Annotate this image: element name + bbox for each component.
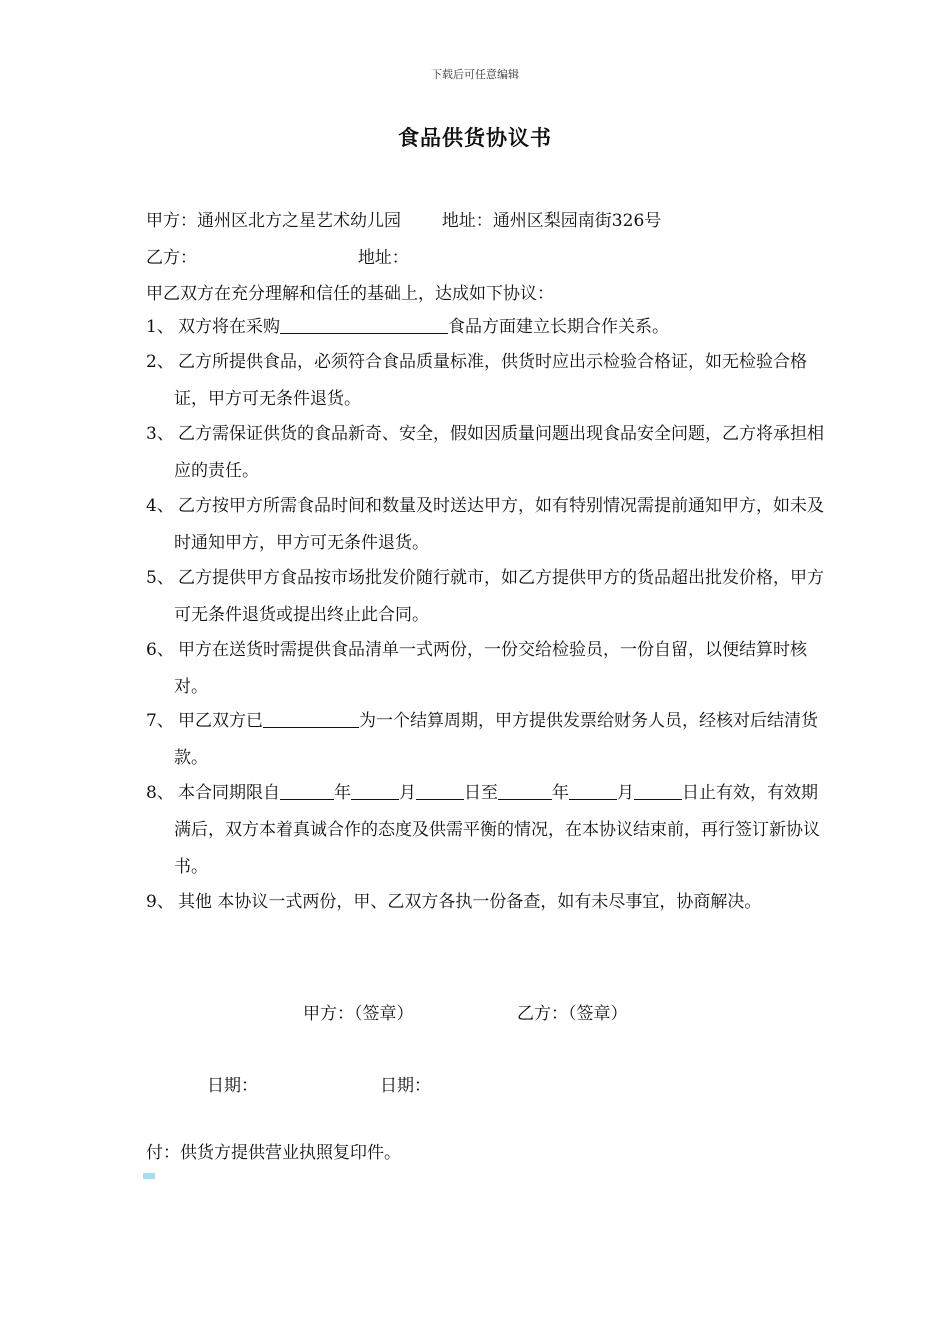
party-a-line <box>146 209 661 233</box>
clause-number: 7、 <box>146 711 174 731</box>
party-a-label: 甲方： <box>146 211 197 231</box>
blank-field <box>280 315 448 334</box>
party-b-label: 乙方： <box>146 248 197 268</box>
party-b-date: 日期： <box>380 1076 431 1096</box>
clause-text: 本合同期限自 <box>178 783 280 803</box>
clause-3 <box>146 416 826 490</box>
clause-number: 8、 <box>146 783 174 803</box>
blank-field <box>498 781 552 800</box>
clause-6 <box>146 632 826 706</box>
party-a-name: 通州区北方之星艺术幼儿园 <box>197 211 401 231</box>
clause-number: 6、 <box>146 640 174 660</box>
text-cursor-marker <box>143 1173 155 1179</box>
clause-number: 3、 <box>146 424 174 444</box>
clause-text: 其他 本协议一式两份，甲、乙双方各执一份备查，如有未尽事宜，协商解决。 <box>178 892 762 912</box>
blank-field <box>280 781 334 800</box>
blank-field <box>569 781 617 800</box>
blank-field <box>634 781 682 800</box>
clause-7 <box>146 703 826 777</box>
clause-text: 乙方所提供食品，必须符合食品质量标准，供货时应出示检验合格证，如无检验合格证，甲方可无条件退货。 <box>174 352 807 409</box>
clause-text: 食品方面建立长期合作关系。 <box>448 317 669 337</box>
party-a-signature: 甲方：（签章） <box>303 1004 414 1024</box>
document-title: 食品供货协议书 <box>398 125 552 150</box>
clause-9 <box>146 884 826 921</box>
clause-text: 日至 <box>464 783 498 803</box>
footnote: 付：供货方提供营业执照复印件。 <box>146 1143 401 1163</box>
blank-field <box>351 781 399 800</box>
clause-text: 月 <box>399 783 416 803</box>
party-a-address: 通州区梨园南街326号 <box>492 211 662 231</box>
clause-number: 1、 <box>146 317 174 337</box>
clause-text: 日止有效，有效期满后，双方本着真诚合作的态度及供需平衡的情况，在本协议结束前，再行签订新协议书。 <box>174 783 820 877</box>
clause-text: 年 <box>552 783 569 803</box>
party-b-address-label: 地址： <box>357 248 409 268</box>
clause-number: 4、 <box>146 496 174 516</box>
clause-text: 双方将在采购 <box>178 317 280 337</box>
party-b-signature: 乙方：（签章） <box>517 1004 628 1024</box>
party-a-date: 日期： <box>207 1076 258 1096</box>
clause-text: 年 <box>334 783 351 803</box>
clause-text: 乙方提供甲方食品按市场批发价随行就市，如乙方提供甲方的货品超出批发价格，甲方可无条件退货或提出终止此合同。 <box>174 568 824 625</box>
clause-text: 乙方按甲方所需食品时间和数量及时送达甲方，如有特别情况需提前通知甲方，如未及时通知甲方，甲方可无条件退货。 <box>174 496 824 553</box>
blank-field <box>416 781 464 800</box>
clause-number: 5、 <box>146 568 174 588</box>
clause-text: 乙方需保证供货的食品新奇、安全，假如因质量问题出现食品安全问题，乙方将承担相应的责任。 <box>174 424 824 481</box>
clause-text: 甲方在送货时需提供食品清单一式两份，一份交给检验员，一份自留，以便结算时核对。 <box>174 640 807 697</box>
clause-1 <box>146 309 826 346</box>
clause-8 <box>146 775 826 886</box>
party-a-address-label: 地址： <box>441 211 493 231</box>
blank-field <box>263 709 359 728</box>
clause-text: 为一个结算周期，甲方提供发票给财务人员，经核对后结清货款。 <box>174 711 818 768</box>
clause-number: 2、 <box>146 352 174 372</box>
header-note: 下载后可任意编辑 <box>431 68 519 81</box>
clause-5 <box>146 560 826 634</box>
intro-text: 甲乙双方在充分理解和信任的基础上，达成如下协议： <box>146 284 554 304</box>
clause-number: 9、 <box>146 892 174 912</box>
party-b-line <box>146 246 409 270</box>
clause-text: 月 <box>617 783 634 803</box>
clause-text: 甲乙双方已 <box>178 711 263 731</box>
clause-2 <box>146 344 826 418</box>
clause-4 <box>146 488 826 562</box>
